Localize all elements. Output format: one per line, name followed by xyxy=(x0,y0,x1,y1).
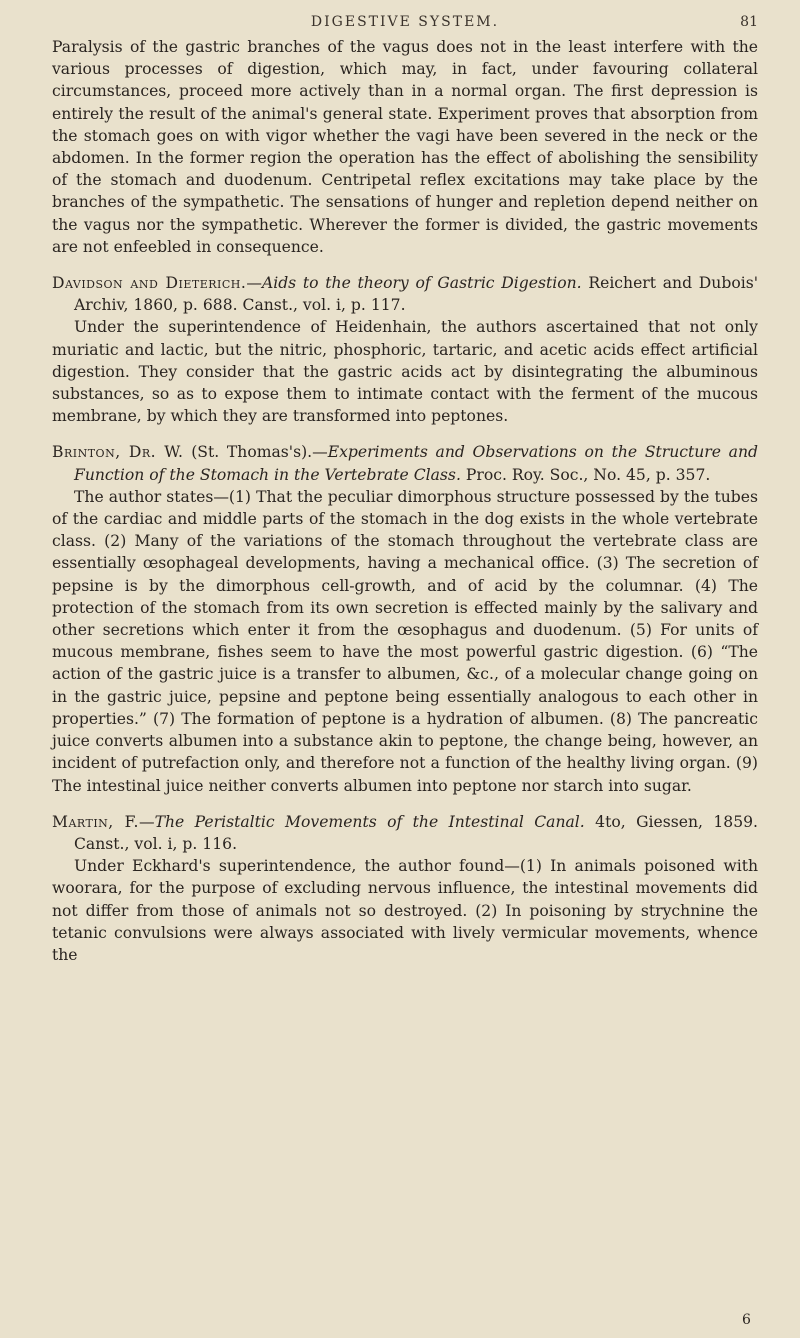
entry-title: Aids to the theory of Gastric Digestion. xyxy=(261,274,582,293)
entry-body: Under Eckhard's superintendence, the author found—(1) In animals poisoned with woorara, for the purpose of excluding nervous influence, the intestinal movements did not differ from those of animals not so destroyed. (2) In poisoning by strychnine the tetanic convulsions were always associated with lively vermicular movements, whence the xyxy=(52,857,758,964)
entry-authors: Davidson and Dieterich. xyxy=(52,274,247,293)
running-title: DIGESTIVE SYSTEM. xyxy=(310,14,500,30)
entry-source: 4to, Giessen, 1859. Canst., vol. i, p. 116. xyxy=(74,812,758,853)
bibliography-entry xyxy=(52,441,758,796)
entry-title: The Peristaltic Movements of the Intestinal Canal. xyxy=(154,812,585,831)
citation: Davidson and Dieterich.—Aids to the theory of Gastric Digestion. Reichert and Dubois' Archiv, 1860, p. 688. Canst., vol. i, p. 117. xyxy=(52,274,758,315)
running-header xyxy=(52,14,758,36)
page-number: 81 xyxy=(740,14,758,30)
entry-authors: Brinton, Dr. W. xyxy=(52,443,184,462)
entry-body: The author states—(1) That the peculiar dimorphous structure possessed by the tubes of the cardiac and middle parts of the stomach in the dog exists in the whole vertebrate class. (2) Many of the variations of the stomach throughout the vertebrate class are essentially œsophageal developments, having a mechanical office. (3) The secretion of pepsine is by the dimorphous cell-growth, and of acid by the columnar. (4) The protection of the stomach from its own secretion is effected mainly by the salivary and other secretions which enter it from the œsophagus and duodenum. (5) For units of mucous membrane, fishes seem to have the most powerful gastric digestion. (6) “The action of the gastric juice is a transfer to albumen, &c., of a molecular change going on in the gastric juice, pepsine and peptone being essentially analogous to each other in properties.” (7) The formation of peptone is a hydration of albumen. (8) The pancreatic juice converts albumen into a substance akin to peptone, the change being, however, an incident of putrefaction only, and therefore not a function of the healthy living organ. (9) The intestinal juice neither converts albumen into peptone nor starch into sugar. xyxy=(52,487,758,795)
signature-mark: 6 xyxy=(742,1312,751,1328)
entry-title: Experiments and Observations on the Structure and Function of the Stomach in the Vertebrate Class. xyxy=(74,443,758,484)
intro-paragraph: Paralysis of the gastric branches of the vagus does not in the least interfere with the various processes of digestion, which may, in fact, under favouring collateral circumstances, proceed more actively than in a normal organ. The first depression is entirely the result of the animal's general state. Experiment proves that absorption from the stomach goes on with vigor whether the vagi have been severed in the neck or the abdomen. In the former region the operation has the effect of abolishing the sensibility of the stomach and duodenum. Centripetal reflex excitations may take place by the branches of the sympathetic. The sensations of hunger and repletion depend neither on the vagus nor the sympathetic. Wherever the former is divided, the gastric movements are not enfeebled in consequence. xyxy=(52,38,758,256)
bibliography-entry xyxy=(52,811,758,966)
entry-source: Reichert and Dubois' Archiv, 1860, p. 688. Canst., vol. i, p. 117. xyxy=(74,274,758,315)
entry-affiliation: (St. Thomas's). xyxy=(191,443,313,462)
entry-authors: Martin, F. xyxy=(52,812,139,831)
citation: Martin, F.—The Peristaltic Movements of the Intestinal Canal. 4to, Giessen, 1859. Canst., vol. i, p. 116. xyxy=(52,812,758,853)
entry-source: Proc. Roy. Soc., No. 45, p. 357. xyxy=(465,465,711,484)
entry-body: Under the superintendence of Heidenhain, the authors ascertained that not only muriatic and lactic, but the nitric, phosphoric, tartaric, and acetic acids effect artificial digestion. They consider that the gastric acids act by disintegrating the albuminous substances, so as to expose them to intimate contact with the ferment of the mucous membrane, by which they are transformed into peptones. xyxy=(52,318,758,426)
bibliography-entry xyxy=(52,272,758,427)
citation: Brinton, Dr. W. (St. Thomas's).—Experiments and Observations on the Structure and Function of the Stomach in the Vertebrate Class. Proc. Roy. Soc., No. 45, p. 357. xyxy=(52,443,758,484)
